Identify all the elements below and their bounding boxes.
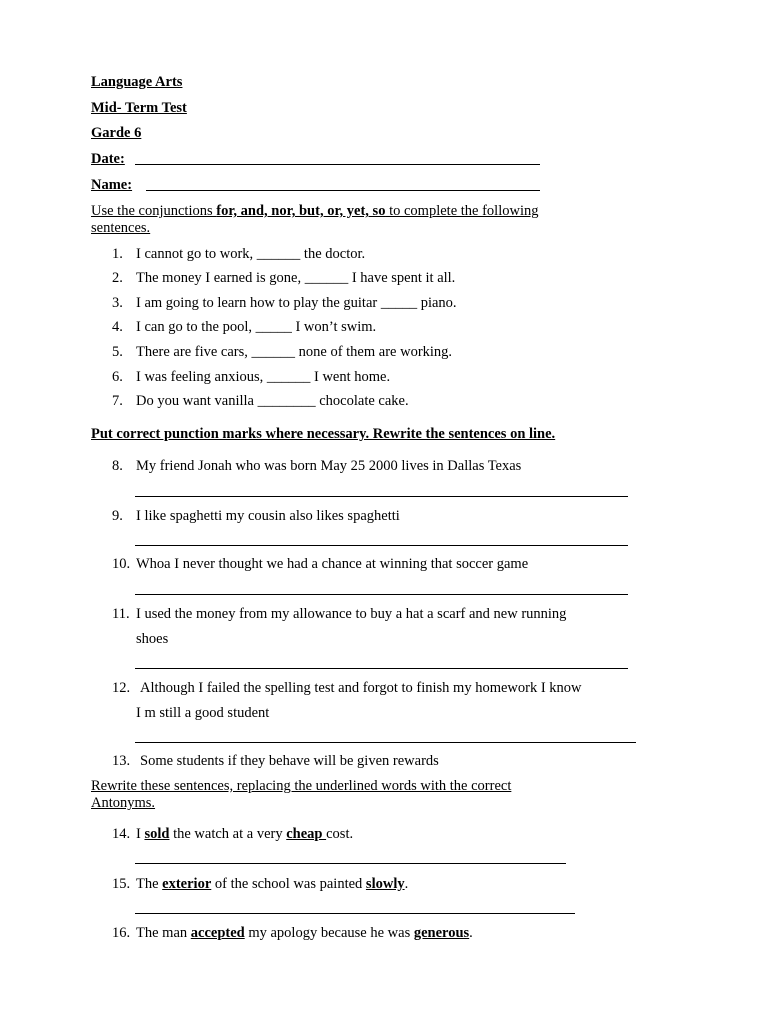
section3-instruction-cont: Antonyms. xyxy=(91,795,156,811)
answer-line[interactable] xyxy=(135,913,575,914)
answer-line[interactable] xyxy=(135,594,628,595)
section1-instruction: Use the conjunctions for, and, nor, but, or, yet, so to complete the following xyxy=(91,203,539,219)
answer-line[interactable] xyxy=(135,863,566,864)
section2-instruction: Put correct punction marks where necessary. Rewrite the sentences on line. xyxy=(91,426,556,442)
subject-title: Language Arts xyxy=(91,74,183,90)
section3-instruction: Rewrite these sentences, replacing the underlined words with the correct xyxy=(91,778,512,794)
date-label: Date: xyxy=(91,151,125,167)
test-title: Mid- Term Test xyxy=(91,100,187,116)
section1-instruction-cont: sentences. xyxy=(91,220,151,236)
date-field[interactable] xyxy=(135,164,540,165)
answer-line[interactable] xyxy=(135,742,636,743)
answer-line[interactable] xyxy=(135,668,628,669)
name-label: Name: xyxy=(91,177,133,193)
answer-line[interactable] xyxy=(135,496,628,497)
grade-title: Garde 6 xyxy=(91,125,142,141)
answer-line[interactable] xyxy=(135,545,628,546)
name-field[interactable] xyxy=(146,190,540,191)
